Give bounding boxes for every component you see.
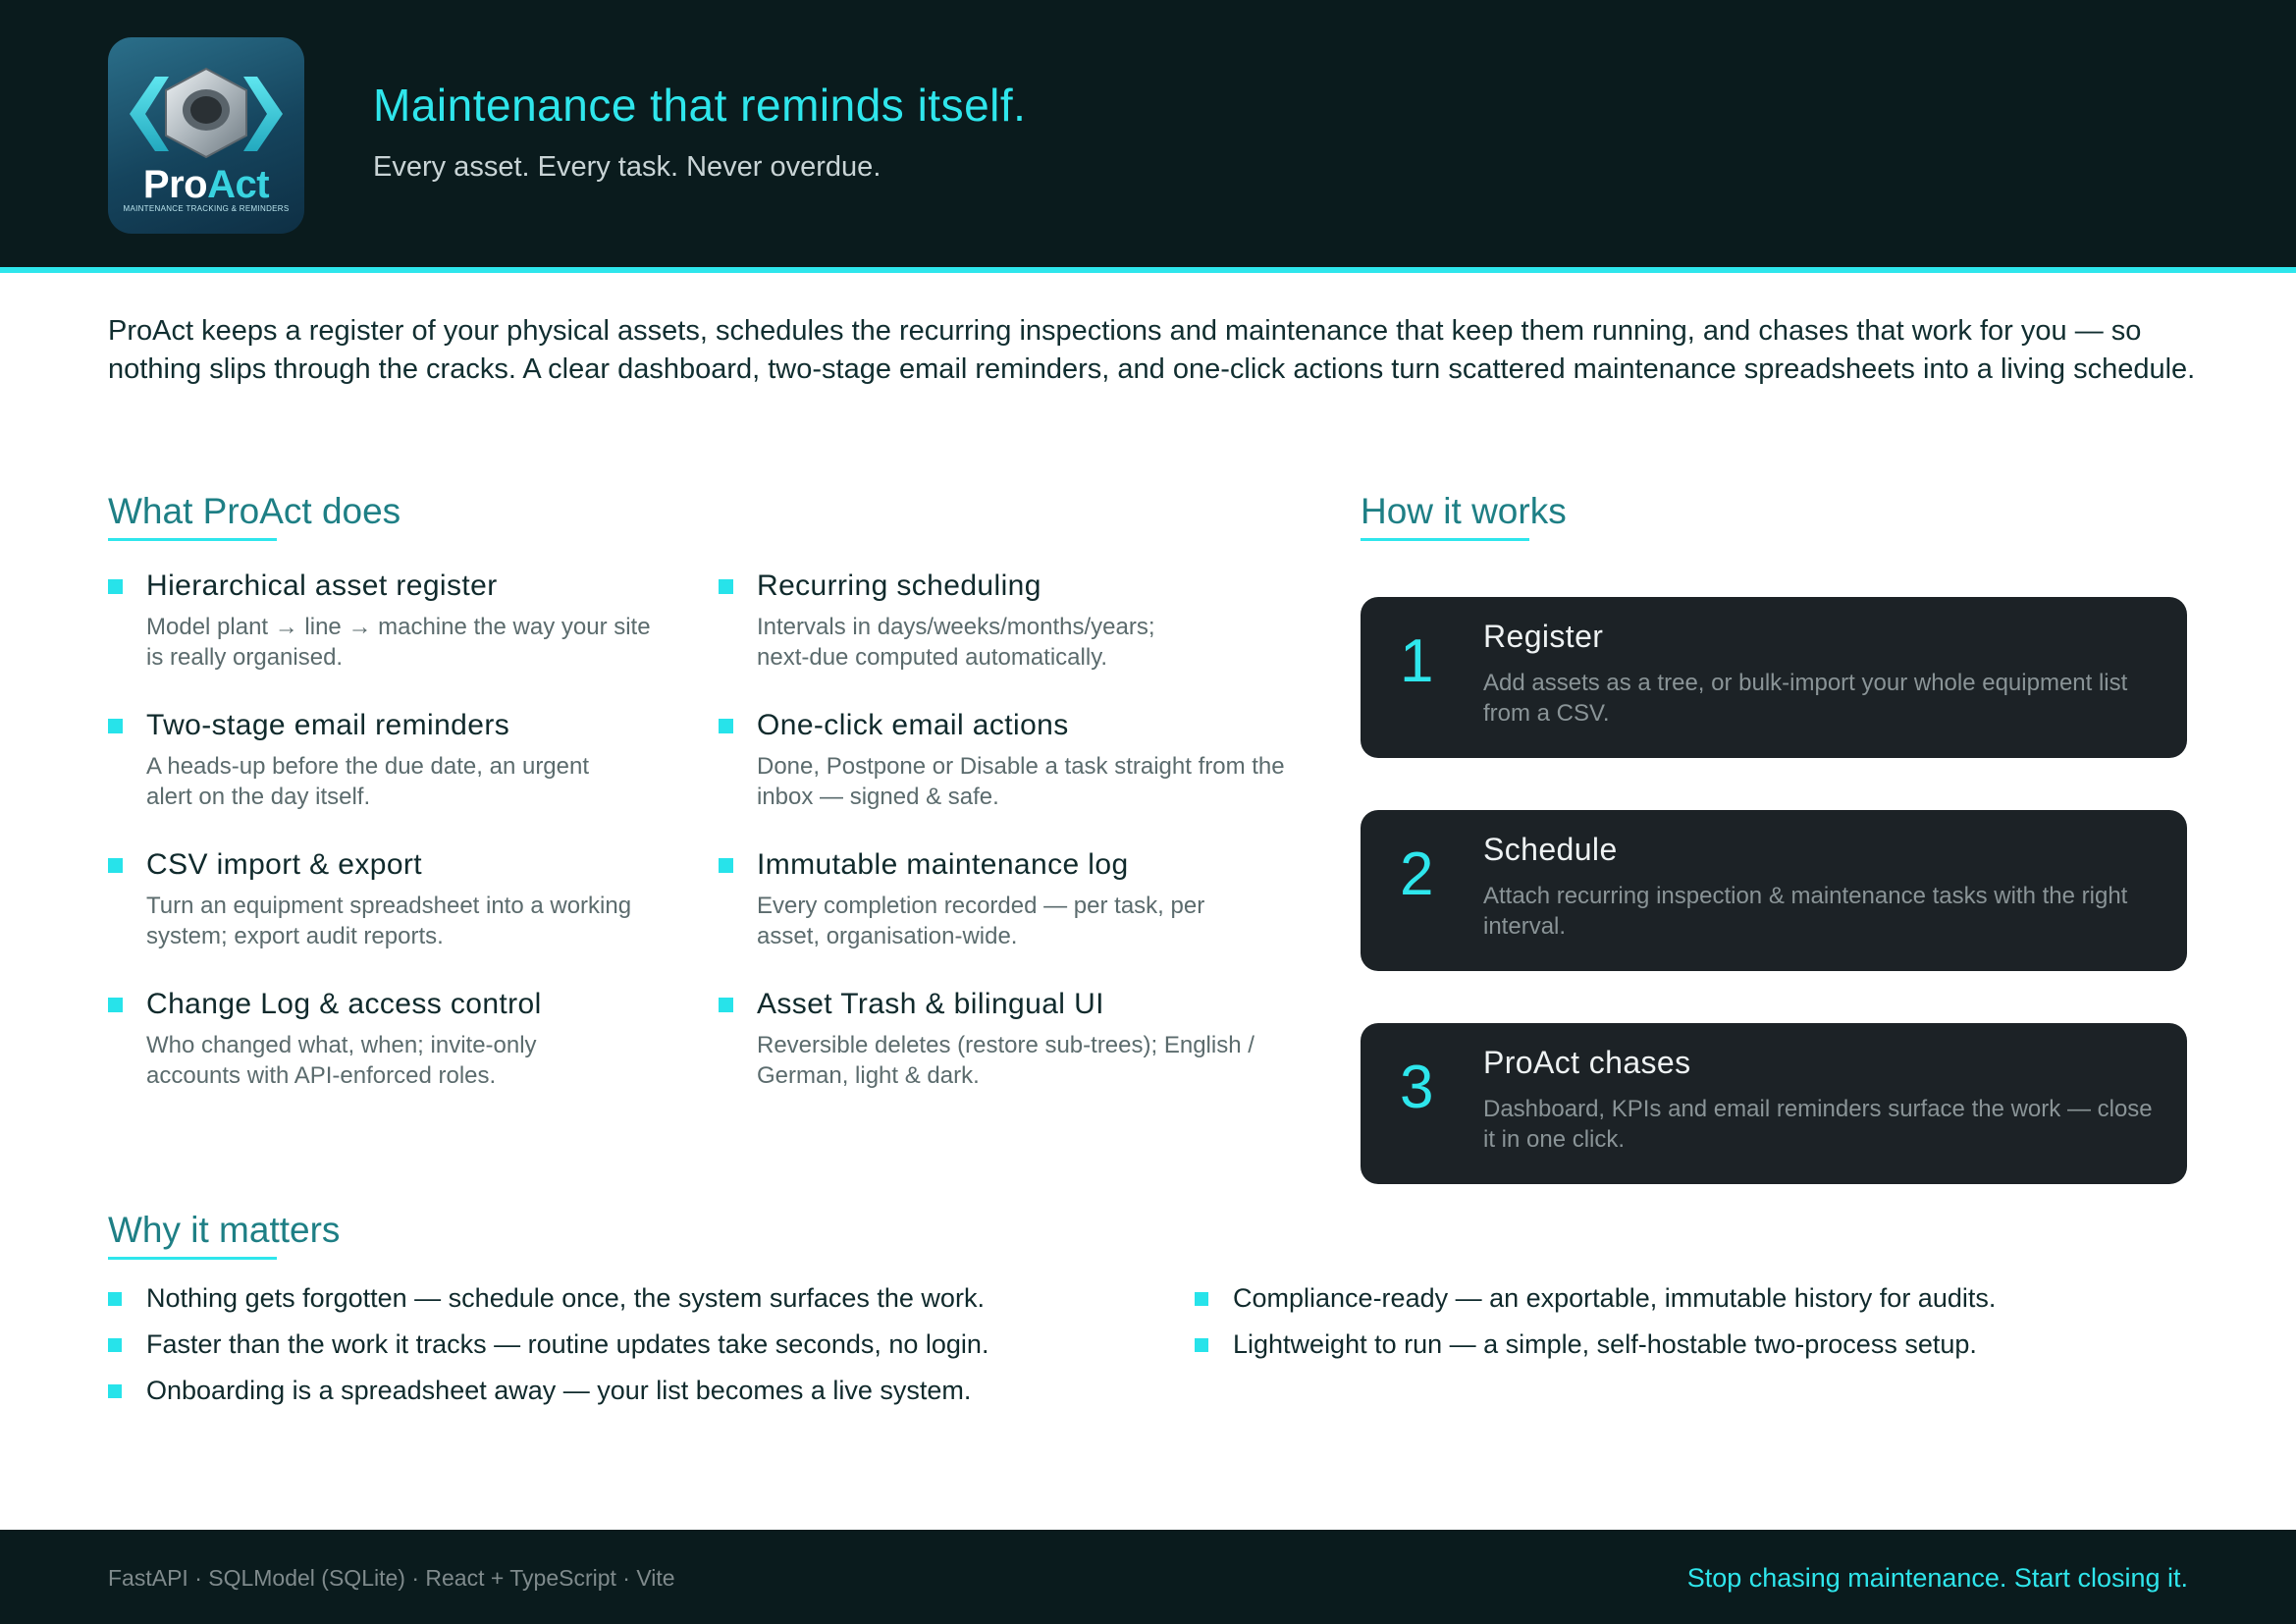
intro-paragraph: ProAct keeps a register of your physical assets, schedules the recurring inspections and maintenance that keep them running, and chases that work for you — so nothing slips through the cracks. A clear dashboard, two-stage email reminders, and one-click actions turn scattered maintenance spreadsheets into a living schedule. bbox=[108, 315, 2196, 385]
bullet-square-icon bbox=[108, 858, 123, 873]
feature-desc: Who changed what, when; invite-only accounts with API-enforced roles. bbox=[146, 1032, 537, 1089]
bullet-square-icon bbox=[719, 858, 733, 873]
bullet-square-icon bbox=[1195, 1292, 1208, 1306]
step-title: Register bbox=[1483, 619, 1604, 654]
step-desc: Add assets as a tree, or bulk-import your whole equipment list from a CSV. bbox=[1483, 670, 2128, 727]
step-number: 1 bbox=[1400, 627, 1434, 695]
step-card bbox=[1361, 1023, 2187, 1184]
feature-title: CSV import & export bbox=[146, 848, 423, 881]
title-underline bbox=[108, 538, 277, 541]
feature-desc: Done, Postpone or Disable a task straight from the inbox — signed & safe. bbox=[757, 753, 1285, 810]
bullet-square-icon bbox=[108, 719, 123, 733]
feature-desc: Reversible deletes (restore sub-trees); English / German, light & dark. bbox=[757, 1032, 1255, 1089]
why-text: Faster than the work it tracks — routine updates take seconds, no login. bbox=[146, 1329, 989, 1359]
feature-title: Two-stage email reminders bbox=[146, 709, 510, 741]
feature-title: Recurring scheduling bbox=[757, 569, 1041, 602]
why-text: Compliance-ready — an exportable, immutable history for audits. bbox=[1233, 1283, 1997, 1313]
feature-title: Hierarchical asset register bbox=[146, 569, 498, 602]
bullet-square-icon bbox=[719, 579, 733, 594]
feature-desc: Intervals in days/weeks/months/years; next-due computed automatically. bbox=[757, 614, 1155, 671]
step-number: 2 bbox=[1400, 840, 1434, 908]
footer-tagline: Stop chasing maintenance. Start closing it. bbox=[1686, 1563, 2188, 1593]
step-desc: Dashboard, KPIs and email reminders surface the work — close it in one click. bbox=[1483, 1096, 2153, 1153]
feature-desc: Model plant → line → machine the way your site is really organised. bbox=[146, 614, 651, 671]
bullet-square-icon bbox=[719, 998, 733, 1012]
bullet-square-icon bbox=[108, 1384, 122, 1398]
title-underline bbox=[1361, 538, 1529, 541]
feature-desc: A heads-up before the due date, an urgent alert on the day itself. bbox=[146, 753, 590, 810]
tech-stack: FastAPI · SQLModel (SQLite) · React + TypeScript · Vite bbox=[108, 1565, 675, 1591]
bullet-square-icon bbox=[719, 719, 733, 733]
page-subtitle: Every asset. Every task. Never overdue. bbox=[373, 151, 881, 183]
step-title: ProAct chases bbox=[1483, 1045, 1691, 1080]
bullet-square-icon bbox=[108, 579, 123, 594]
footer bbox=[0, 1530, 2296, 1624]
bullet-square-icon bbox=[108, 1292, 122, 1306]
bullet-square-icon bbox=[108, 998, 123, 1012]
title-underline bbox=[108, 1257, 277, 1260]
step-title: Schedule bbox=[1483, 832, 1618, 867]
proact-logo bbox=[108, 37, 304, 234]
why-text: Nothing gets forgotten — schedule once, the system surfaces the work. bbox=[146, 1283, 985, 1313]
bullet-square-icon bbox=[1195, 1338, 1208, 1352]
page-title: Maintenance that reminds itself. bbox=[373, 80, 1027, 131]
section-title-features: What ProAct does bbox=[108, 491, 400, 532]
bullet-square-icon bbox=[108, 1338, 122, 1352]
step-number: 3 bbox=[1400, 1054, 1434, 1121]
step-card bbox=[1361, 597, 2187, 758]
why-text: Lightweight to run — a simple, self-hostable two-process setup. bbox=[1233, 1329, 1977, 1359]
logo-wordmark: ProAct bbox=[142, 163, 270, 206]
feature-desc: Every completion recorded — per task, per asset, organisation-wide. bbox=[757, 893, 1205, 949]
feature-title: Change Log & access control bbox=[146, 988, 542, 1020]
header bbox=[0, 0, 2296, 273]
logo-subtitle: MAINTENANCE TRACKING & REMINDERS bbox=[123, 204, 290, 213]
feature-desc: Turn an equipment spreadsheet into a working system; export audit reports. bbox=[146, 893, 632, 949]
section-title-why: Why it matters bbox=[108, 1210, 340, 1251]
feature-title: Immutable maintenance log bbox=[757, 848, 1129, 881]
section-title-how: How it works bbox=[1361, 491, 1567, 532]
step-card bbox=[1361, 810, 2187, 971]
feature-title: One-click email actions bbox=[757, 709, 1069, 741]
why-text: Onboarding is a spreadsheet away — your list becomes a live system. bbox=[146, 1376, 972, 1405]
step-desc: Attach recurring inspection & maintenance tasks with the right interval. bbox=[1483, 883, 2128, 940]
feature-title: Asset Trash & bilingual UI bbox=[757, 988, 1104, 1020]
